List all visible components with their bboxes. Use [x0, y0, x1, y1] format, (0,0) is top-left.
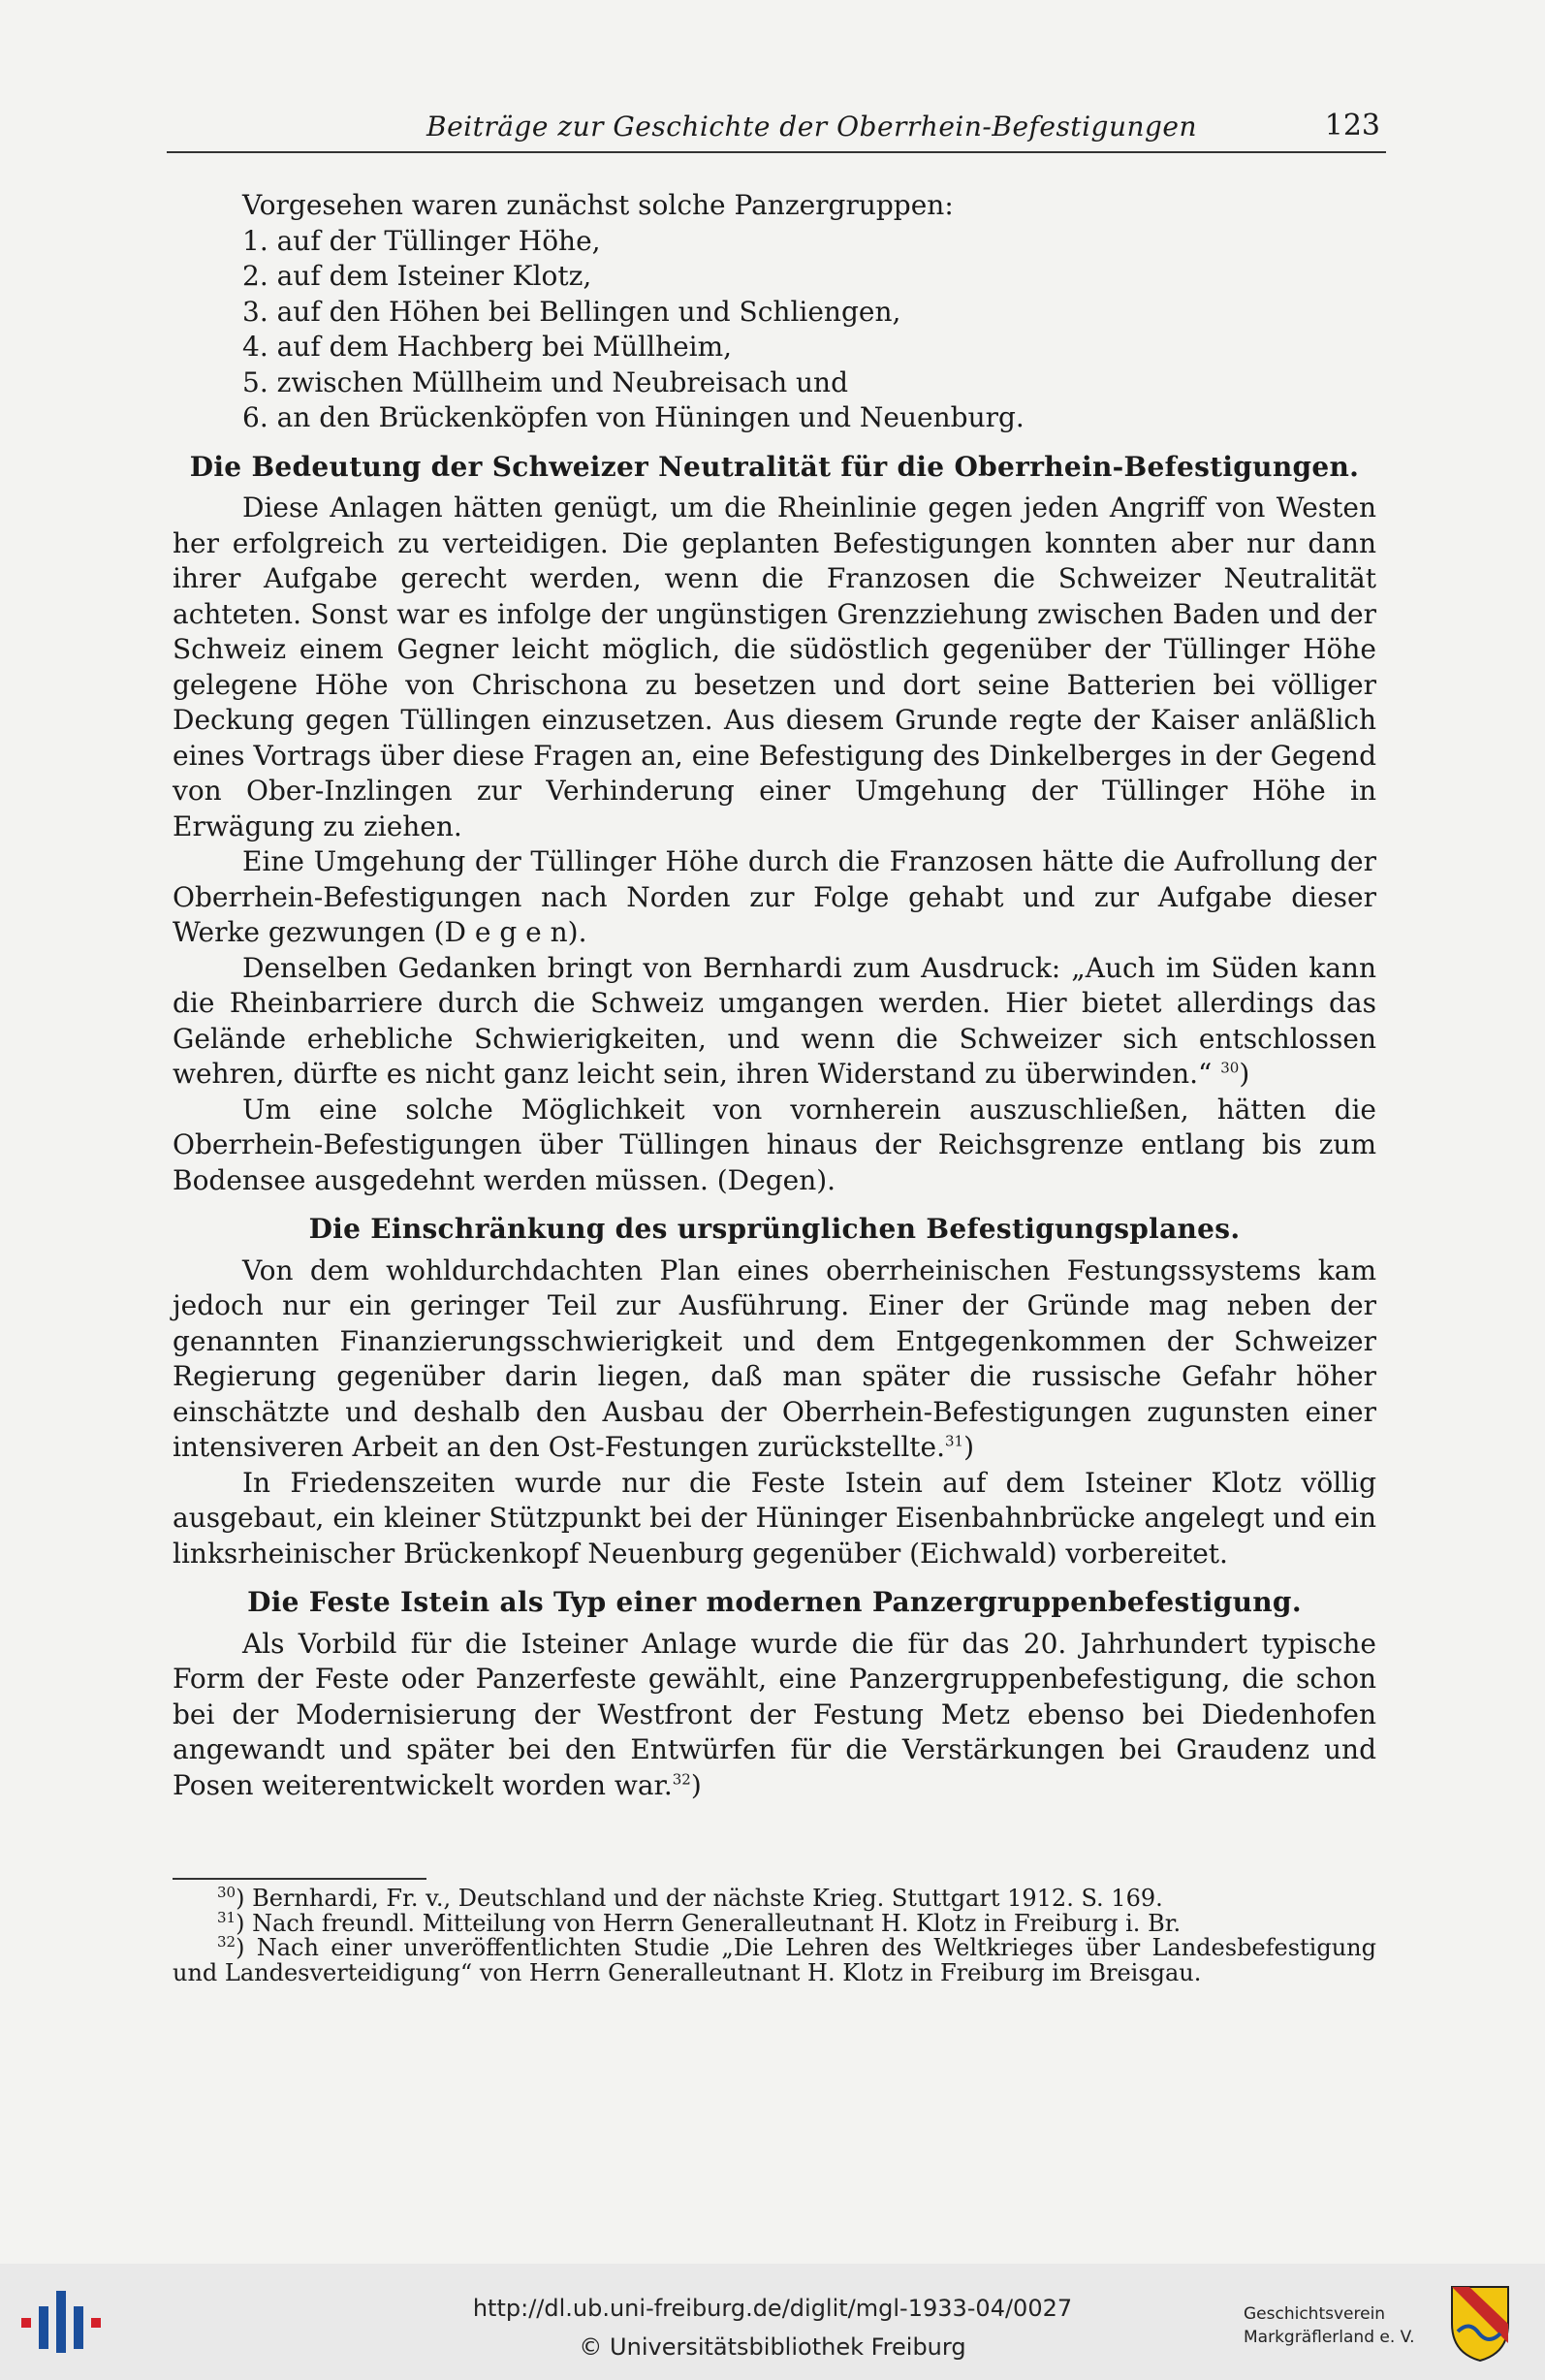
list-item: 4. auf dem Hachberg bei Müllheim,	[242, 331, 733, 363]
fortification-list	[173, 224, 1376, 436]
footnote-mark: 32	[217, 1933, 236, 1951]
copyright-notice: © Universitätsbibliothek Freiburg	[579, 2333, 966, 2361]
footnote-mark: 30	[217, 1884, 236, 1901]
paragraph-text-end: )	[690, 1768, 702, 1801]
paragraph	[173, 1627, 1376, 1804]
footnote	[173, 1933, 1376, 1986]
paragraph-text-end: )	[963, 1431, 975, 1463]
paragraph	[173, 1253, 1376, 1466]
section-heading-istein: Die Feste Istein als Typ einer modernen Panzergruppenbefestigung.	[247, 1586, 1302, 1618]
list-item: 3. auf den Höhen bei Bellingen und Schliengen,	[242, 295, 901, 328]
footnote-ref: 31	[945, 1432, 964, 1450]
footnotes	[173, 1884, 1376, 1986]
paragraph-text: Als Vorbild für die Isteiner Anlage wurde die für das 20. Jahrhundert typische Form der Feste oder Panzerfeste gewählt, eine Panzergruppenbefestigung, die schon bei der Modernisierung der Westfront der Festung Metz ebenso bei Diedenhofen angewandt und später bei den Entwürfen für die Verstärkungen bei Graudenz und Posen weiterentwickelt worden war.	[173, 1627, 1376, 1801]
paragraph-text: Denselben Gedanken bringt von Bernhardi zum Ausdruck: „Auch im Süden kann die Rheinbarriere durch die Schweiz umgangen werden. Hier bietet allerdings das Gelände erhebliche Schwierigkeiten, und wenn die Schweizer sich entschlossen wehren, dürfte es nicht ganz leicht sein, ihren Widerstand zu überwinden.“	[173, 951, 1376, 1090]
footnote-text: ) Nach einer unveröffentlichten Studie „Die Lehren des Weltkrieges über Landesbefestigung und Landesverteidigung“ von Herrn Generalleutnant H. Klotz in Freiburg im Breisgau.	[173, 1934, 1376, 1986]
paragraph-text: Von dem wohldurchdachten Plan eines oberrheinischen Festungssystems kam jedoch nur ein geringer Teil zur Ausführung. Einer der Gründe mag neben der genannten Finanzierungsschwierigkeit und dem Entgegenkommen der Schweizer Regierung gegenüber darin liegen, daß man später die russische Gefahr höher einschätzte und deshalb den Ausbau der Oberrhein-Befestigungen zugunsten einer intensiveren Arbeit an den Ost-Festungen zurückstellte.	[173, 1253, 1376, 1463]
section-heading-restriction: Die Einschränkung des ursprünglichen Befestigungsplanes.	[308, 1213, 1241, 1245]
main-text	[173, 188, 1376, 1803]
permalink-url[interactable]: http://dl.ub.uni-freiburg.de/diglit/mgl-1933-04/0027	[472, 2295, 1073, 2322]
list-item: 5. zwischen Müllheim und Neubreisach und	[242, 365, 848, 398]
footnote-ref: 32	[672, 1770, 691, 1789]
footnote-separator	[173, 1878, 426, 1880]
footnote	[173, 1908, 1376, 1937]
paragraph: Diese Anlagen hätten genügt, um die Rheinlinie gegen jeden Angriff von Westen her erfolgreich zu verteidigen. Die geplanten Befestigungen konnten aber nur dann ihrer Aufgabe gerecht werden, wenn die Franzosen die Schweizer Neutralität achteten. Sonst war es infolge der ungünstigen Grenzziehung zwischen Baden und der Schweiz einem Gegner leicht möglich, die südöstlich gegenüber der Tüllinger Höhe gelegene Höhe von Chrischona zu besetzen und dort seine Batterien bei völliger Deckung gegen Tüllingen einzusetzen. Aus diesem Grunde regte der Kaiser anläßlich eines Vortrags über diese Fragen an, eine Befestigung des Dinkelberges in der Gegend von Ober-Inzlingen zur Verhinderung einer Umgehung der Tüllinger Höhe in Erwägung zu ziehen.	[173, 492, 1376, 842]
society-name	[1244, 2302, 1415, 2349]
list-item: 6. an den Brückenköpfen von Hüningen und Neuenburg.	[242, 401, 1025, 433]
footnote-mark: 31	[217, 1908, 236, 1926]
viewer-footer-bar	[0, 2264, 1545, 2380]
footnote-text: ) Bernhardi, Fr. v., Deutschland und der nächste Krieg. Stuttgart 1912. S. 169.	[236, 1885, 1163, 1912]
section-heading-neutrality: Die Bedeutung der Schweizer Neutralität für die Oberrhein-Befestigungen.	[189, 450, 1360, 483]
running-title: Beiträge zur Geschichte der Oberrhein-Befestigungen	[426, 111, 1198, 143]
page-number: 123	[1324, 109, 1380, 143]
footnote-ref: 30	[1220, 1059, 1240, 1077]
society-line-2: Markgräflerland e. V.	[1244, 2328, 1415, 2347]
list-item: 1. auf der Tüllinger Höhe,	[242, 224, 601, 257]
coat-of-arms-icon	[1450, 2285, 1510, 2363]
paragraph: Um eine solche Möglichkeit von vornherein auszuschließen, hätten die Oberrhein-Befestigungen über Tüllingen hinaus der Reichsgrenze entlang bis zum Bodensee ausgedehnt werden müssen. (Degen).	[173, 1093, 1376, 1196]
society-line-1: Geschichtsverein	[1244, 2304, 1386, 2324]
page-header	[167, 105, 1386, 153]
paragraph: Eine Umgehung der Tüllinger Höhe durch die Franzosen hätte die Aufrollung der Oberrhein-Befestigungen nach Norden zur Folge gehabt und zur Aufgabe dieser Werke gezwungen (D e g e n).	[173, 845, 1376, 948]
list-item: 2. auf dem Isteiner Klotz,	[242, 260, 592, 292]
list-intro: Vorgesehen waren zunächst solche Panzergruppen:	[242, 189, 954, 221]
footnote-text: ) Nach freundl. Mitteilung von Herrn Generalleutnant H. Klotz in Freiburg i. Br.	[236, 1909, 1182, 1937]
paragraph: Denselben Gedanken bringt von Bernhardi zum Ausdruck: „Auch im Süden kann die Rheinbarriere durch die Schweiz umgangen werden. Hier bietet allerdings das Gelände erhebliche Schwierigkeiten, und wenn die Schweizer sich entschlossen wehren, dürfte es nicht ganz leicht sein, ihren Widerstand zu überwinden.“ $^{30}$)	[173, 951, 1376, 1090]
footnote	[173, 1884, 1376, 1912]
paragraph: In Friedenszeiten wurde nur die Feste Istein auf dem Isteiner Klotz völlig ausgebaut, ein kleiner Stützpunkt bei der Hüninger Eisenbahnbrücke angelegt und ein linksrheinischer Brückenkopf Neuenburg gegenüber (Eichwald) vorbereitet.	[173, 1466, 1376, 1570]
